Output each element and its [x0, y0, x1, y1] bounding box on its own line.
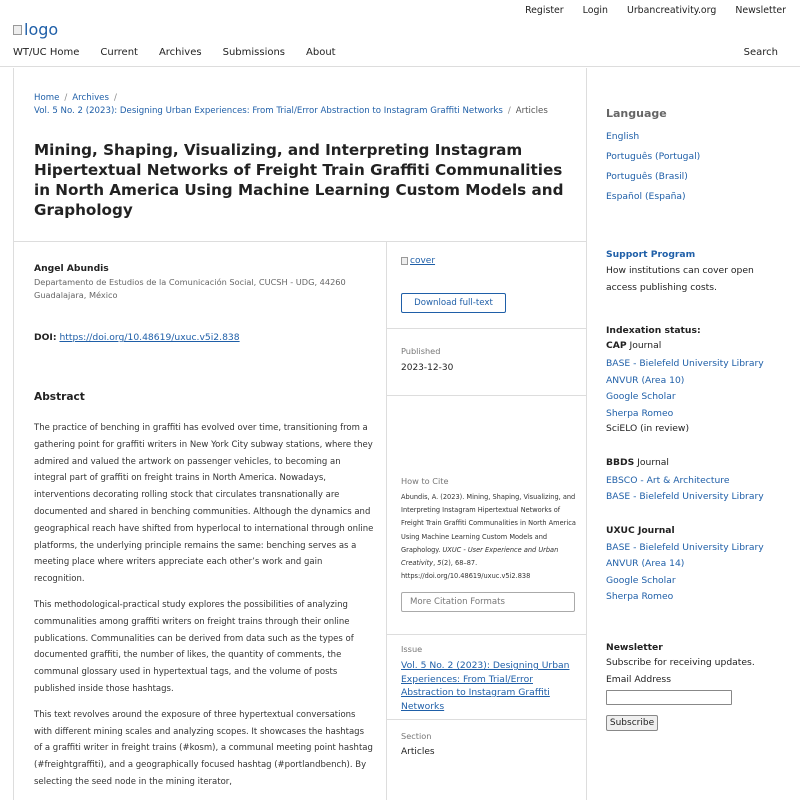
nav-home[interactable]: WT/UC Home [13, 47, 80, 58]
citation-journal: UXUC - User Experience and Urban Creativity [401, 545, 559, 568]
breadcrumb [34, 92, 574, 118]
newsletter-link[interactable]: Newsletter [735, 5, 786, 16]
divider [387, 328, 587, 329]
column-divider [386, 241, 387, 800]
cap-journal [606, 338, 661, 355]
breadcrumb-current: Articles [515, 106, 548, 116]
divider [387, 719, 587, 720]
citation-main: Abundis, A. (2023). Mining, Shaping, Visualizing, and Interpreting Instagram Hipertextual Networks of Freight Train Graffiti Communalities in North America Using Machine Learning Custom Models and Graphology. [401, 493, 576, 554]
language-portuguese-portugal[interactable]: Português (Portugal) [606, 151, 701, 162]
breadcrumb-issue[interactable]: Vol. 5 No. 2 (2023): Designing Urban Experiences: From Trial/Error Abstraction to Instagram Graffiti Networks [34, 106, 503, 116]
email-field[interactable] [606, 690, 732, 705]
newsletter-text: Subscribe for receiving updates. [606, 657, 755, 668]
published-date: 2023-12-30 [401, 363, 454, 373]
register-link[interactable]: Register [525, 5, 564, 16]
newsletter-heading: Newsletter [606, 642, 663, 653]
cover-alt-text[interactable]: cover [410, 256, 436, 266]
logo-alt-text: logo [24, 20, 59, 39]
journal-word: Journal [629, 340, 662, 351]
cover-image[interactable] [401, 256, 435, 266]
citation-rest: (2), 68–87. https://doi.org/10.48619/uxuc.v5i2.838 [401, 559, 531, 581]
doi-label: DOI: [34, 332, 57, 343]
site-header [0, 0, 800, 67]
bbds-link-base[interactable]: BASE - Bielefeld University Library [606, 491, 764, 502]
broken-image-icon [13, 25, 22, 35]
breadcrumb-separator: / [507, 106, 511, 116]
section-label: Section [401, 731, 432, 741]
doi [34, 332, 240, 343]
breadcrumb-home[interactable]: Home [34, 93, 60, 103]
breadcrumb-archives[interactable]: Archives [72, 93, 109, 103]
citation-volume: 5 [437, 559, 442, 568]
breadcrumb-separator: / [113, 93, 117, 103]
indexation-heading: Indexation status: [606, 325, 701, 336]
uxuc-link-anvur[interactable]: ANVUR (Area 14) [606, 558, 685, 569]
bbds-journal [606, 455, 669, 472]
issue-label: Issue [401, 644, 423, 654]
abstract-paragraph: This methodological-practical study explores the possibilities of analyzing communalities among graffiti writers on freight trains through their online publications. Communalities can be derived from data such as the types of documented graffiti, the number of likes, the quantity of comments, the communal glossary used in hypertextual tags, and the volume of posts published inside those hashtags. [34, 599, 354, 694]
nav-archives[interactable]: Archives [158, 47, 202, 58]
abstract-text [34, 420, 374, 800]
abstract-paragraph: This text revolves around the exposure of three hypertextual conversations with different mining scales and analyzing scopes. It showcases the hashtags of a graffiti writer in freight trains (#kosm), a communal meeting point hashtag (#freightgraffiti), and a geographically focused hashtag (#portlandbench). By selecting the seed node in the mining iterator, [34, 709, 373, 787]
section-value: Articles [401, 747, 435, 757]
main-nav [13, 47, 336, 58]
article-content [13, 68, 587, 800]
abstract-paragraph: The practice of benching in graffiti has evolved over time, transitioning from a gathering point for graffiti writers in New York City subway stations, where they admired and valued the artwork on passenger vehicles, to becoming an integral part of graffiti on freight trains in North America. Nowadays, interventions decorating rolling stock that circulates transnationally are documented and shared in benching communities. Although the dynamics and geographical reach have shifted from hyperlocal to international through online platforms, the underlying principle remains the same: benching serves as a meeting place where writers appreciate each other’s work and gain recognition. [34, 423, 374, 585]
cap-link-base[interactable]: BASE - Bielefeld University Library [606, 358, 764, 369]
login-link[interactable]: Login [582, 5, 608, 16]
uxuc-heading: UXUC Journal [606, 525, 675, 536]
divider [387, 634, 587, 635]
how-to-cite-label: How to Cite [401, 476, 449, 486]
abstract-heading: Abstract [34, 391, 85, 403]
page-title: Mining, Shaping, Visualizing, and Interpreting Instagram Hipertextual Networks of Freight Train Graffiti Communalities in North America Using Machine Learning Custom Models and Graphology [34, 141, 564, 219]
breadcrumb-separator: / [64, 93, 68, 103]
language-english[interactable]: English [606, 131, 640, 142]
language-heading: Language [606, 107, 667, 120]
search-link[interactable]: Search [743, 47, 778, 58]
journal-word: Journal [637, 457, 669, 468]
site-logo[interactable] [13, 20, 58, 39]
support-program-heading[interactable]: Support Program [606, 249, 696, 260]
language-spanish[interactable]: Español (España) [606, 191, 686, 202]
cap-link-anvur[interactable]: ANVUR (Area 10) [606, 375, 685, 386]
doi-link[interactable]: https://doi.org/10.48619/uxuc.v5i2.838 [59, 332, 240, 343]
scielo-note: SciELO (in review) [606, 423, 690, 434]
subscribe-button[interactable]: Subscribe [606, 715, 658, 731]
issue-link[interactable]: Vol. 5 No. 2 (2023): Designing Urban Experiences: From Trial/Error Abstraction to Instagram Graffiti Networks [401, 660, 570, 712]
email-label: Email Address [606, 674, 671, 685]
download-full-text-button[interactable]: Download full-text [401, 293, 506, 313]
author-affiliation: Departamento de Estudios de la Comunicación Social, CUCSH - UDG, 44260 Guadalajara, México [34, 277, 346, 300]
support-text: How institutions can cover open access publishing costs. [606, 265, 754, 293]
more-citation-formats-button[interactable]: More Citation Formats [401, 592, 575, 612]
bbds-label: BBDS [606, 457, 635, 468]
utility-nav [525, 5, 786, 16]
broken-image-icon [401, 257, 408, 265]
uxuc-link-base[interactable]: BASE - Bielefeld University Library [606, 542, 764, 553]
cap-link-sherpa[interactable]: Sherpa Romeo [606, 408, 674, 419]
uxuc-link-google-scholar[interactable]: Google Scholar [606, 575, 676, 586]
cap-label: CAP [606, 340, 627, 351]
nav-current[interactable]: Current [100, 47, 138, 58]
bbds-link-ebsco[interactable]: EBSCO - Art & Architecture [606, 475, 730, 486]
published-label: Published [401, 346, 441, 356]
author-name: Angel Abundis [34, 263, 109, 274]
divider [14, 241, 586, 242]
uxuc-link-sherpa[interactable]: Sherpa Romeo [606, 591, 674, 602]
nav-submissions[interactable]: Submissions [222, 47, 286, 58]
cap-link-google-scholar[interactable]: Google Scholar [606, 391, 676, 402]
language-portuguese-brazil[interactable]: Português (Brasil) [606, 171, 688, 182]
divider [387, 395, 587, 396]
citation-text: Abundis, A. (2023). Mining, Shaping, Visualizing, and Interpreting Instagram Hipertextual Networks of Freight Train Graffiti Communalities in North America Using Machine Learning Custom Models and Graphology. UXUC - User Experience and Urban Creativity, 5(2), 68–87. https://doi.org/10.48619/uxuc.v5i2.838 [401, 493, 576, 581]
nav-about[interactable]: About [306, 47, 336, 58]
urbancreativity-link[interactable]: Urbancreativity.org [626, 5, 717, 16]
